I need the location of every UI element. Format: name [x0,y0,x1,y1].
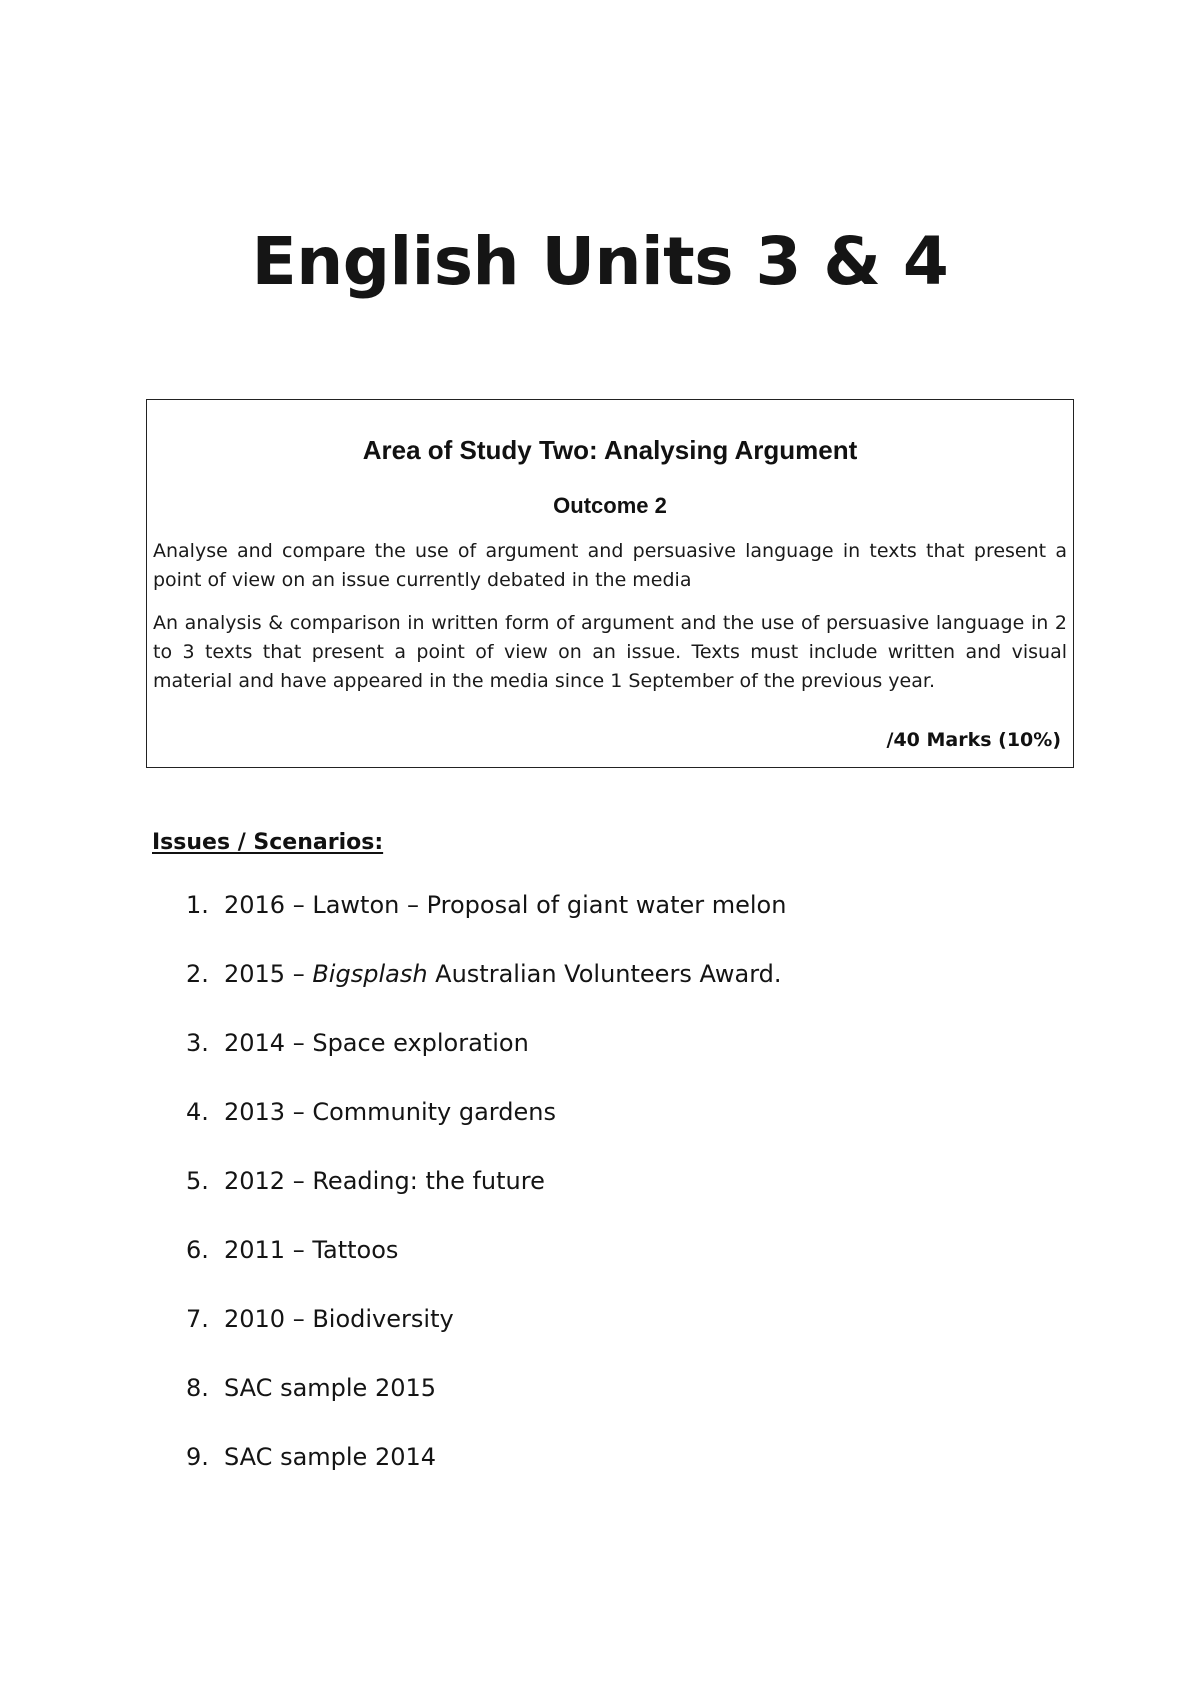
issue-number: 1. [186,891,209,919]
issue-number: 9. [186,1443,209,1471]
issue-item [186,890,786,959]
issue-number: 3. [186,1029,209,1057]
issue-number: 4. [186,1098,209,1126]
issue-number: 7. [186,1305,209,1333]
outcome-description: Analyse and compare the use of argument and persuasive language in texts that present a point of view on an issue currently debated in the media [153,540,1067,591]
task-description: An analysis & comparison in written form of argument and the use of persuasive language in 2 to 3 texts that present a point of view on an issue. Texts must include written and visual material and have appeared in the media since 1 September of the previous year. [153,612,1067,692]
issue-number: 6. [186,1236,209,1264]
issue-title-prefix: 2015 – [224,960,313,988]
issue-item [186,1373,786,1442]
issue-item [186,959,786,1028]
issue-item [186,1304,786,1373]
issue-number: 2. [186,960,209,988]
outcome-box [146,399,1074,768]
issue-number: 8. [186,1374,209,1402]
issue-number: 5. [186,1167,209,1195]
issue-title: 2016 – Lawton – Proposal of giant water melon [224,891,787,919]
issue-title: SAC sample 2014 [224,1443,437,1471]
issue-title-suffix: Australian Volunteers Award. [427,960,782,988]
issue-item [186,1097,786,1166]
issues-list [186,890,786,1511]
issue-title: 2010 – Biodiversity [224,1305,454,1333]
issue-item [186,1028,786,1097]
issue-title: SAC sample 2015 [224,1374,437,1402]
marks-label: /40 Marks (10%) [886,729,1061,751]
issue-title: 2011 – Tattoos [224,1236,399,1264]
issue-title: 2014 – Space exploration [224,1029,529,1057]
outcome-label: Outcome 2 [553,493,667,518]
page-title: English Units 3 & 4 [251,223,949,300]
issue-item [186,1442,786,1511]
issue-item [186,1166,786,1235]
issues-heading: Issues / Scenarios: [152,830,384,855]
issue-item [186,1235,786,1304]
issue-title-italic: Bigsplash [312,960,428,988]
issue-title: 2012 – Reading: the future [224,1167,545,1195]
issue-title: 2013 – Community gardens [224,1098,556,1126]
area-of-study-heading: Area of Study Two: Analysing Argument [362,435,858,465]
